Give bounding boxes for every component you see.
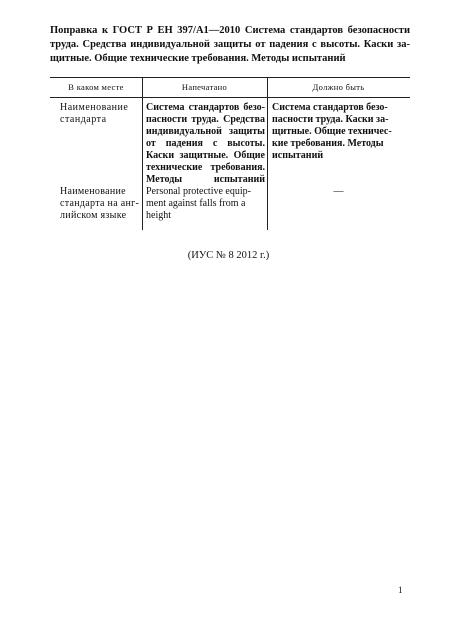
cell-line: Методы испытаний	[146, 174, 265, 185]
table-cell-where	[60, 102, 140, 126]
cell-line: ment against falls from a	[146, 198, 246, 209]
table-column-divider	[142, 77, 143, 230]
cell-line: Наименование	[60, 186, 126, 197]
cell-line: индивидуальной защиты	[146, 126, 265, 137]
table-column-divider	[267, 77, 268, 230]
table-cell-printed	[146, 102, 265, 186]
cell-line: испытаний	[272, 150, 324, 161]
table-top-rule	[50, 77, 410, 78]
cell-line: пасности труда. Каски за-	[272, 114, 389, 125]
table-cell-should-be	[267, 186, 410, 198]
title-line: щитные. Общие технические требования. Методы испытаний	[50, 53, 346, 64]
cell-line: лийском языке	[60, 210, 127, 221]
page-number: 1	[398, 585, 403, 595]
title-line: труда. Средства индивидуальной защиты от падения с высоты. Каски за-	[50, 39, 410, 50]
table-cell-should-be	[272, 102, 408, 162]
column-header-printed: Напечатано	[181, 82, 228, 92]
cell-line: от падения с высоты.	[146, 138, 265, 149]
imprint-note: (ИУС № 8 2012 г.)	[187, 250, 270, 261]
cell-line: Наименование	[60, 102, 129, 113]
cell-line: технические требования.	[146, 162, 265, 173]
document-title	[50, 24, 410, 66]
cell-line: Система стандартов безо-	[146, 102, 265, 113]
dash-placeholder: —	[333, 186, 344, 197]
cell-line: пасности труда. Средства	[146, 114, 265, 125]
title-line: Поправка к ГОСТ Р ЕН 397/А1—2010 Система стандартов безопасности	[50, 25, 410, 36]
cell-line: Каски защитные. Общие	[146, 150, 265, 161]
table-header-rule	[50, 97, 410, 98]
table-cell-where	[60, 186, 140, 222]
table-cell-printed	[146, 186, 265, 222]
cell-line: кие требования. Методы	[272, 138, 384, 149]
column-header-where: В каком месте	[68, 82, 124, 92]
cell-line: Система стандартов безо-	[272, 102, 388, 113]
cell-line: стандарта на анг-	[60, 198, 140, 209]
cell-line: стандарта	[60, 114, 107, 125]
column-header-should-be: Должно быть	[312, 82, 365, 92]
cell-line: щитные. Общие техничес-	[272, 126, 392, 137]
cell-line: height	[146, 210, 171, 221]
cell-line: Personal protective equip-	[146, 186, 251, 197]
